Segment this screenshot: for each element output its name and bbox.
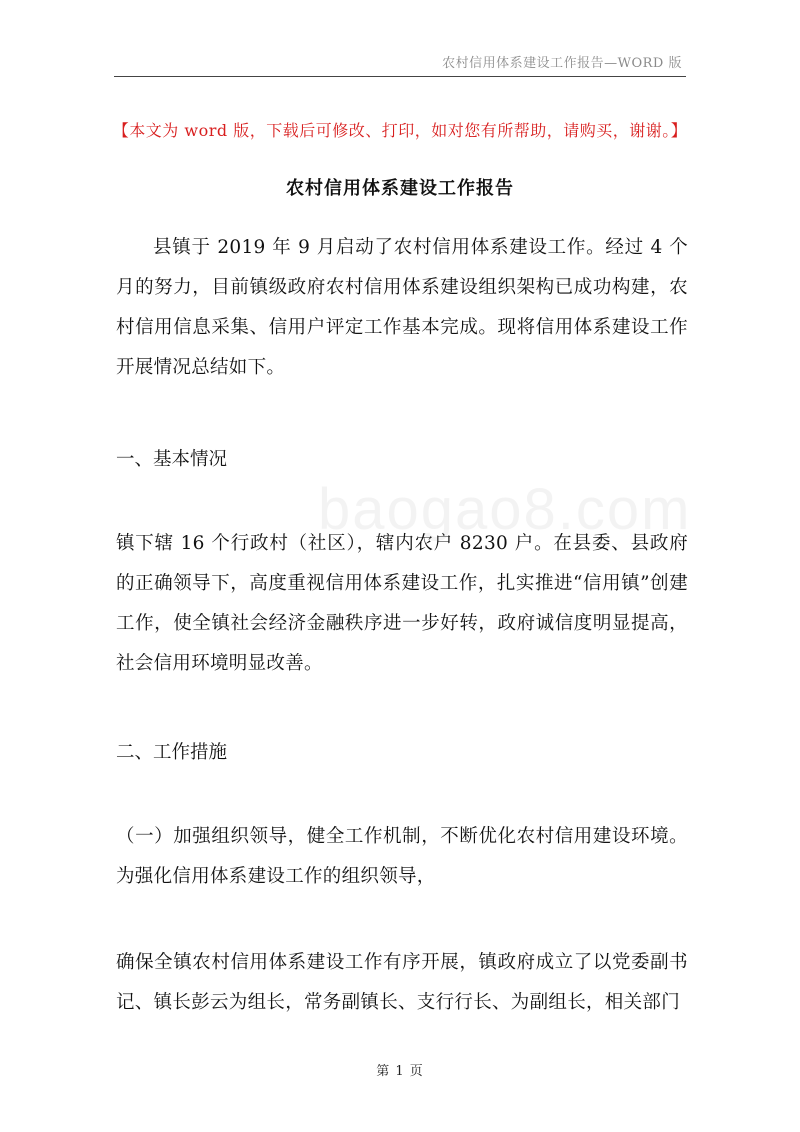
download-notice: 【本文为 word 版，下载后可修改、打印，如对您有所帮助，请购买，谢谢。】 <box>112 121 688 140</box>
section2-paragraph: 确保全镇农村信用体系建设工作有序开展，镇政府成立了以党委副书记、镇长彭云为组长，常务副镇长、支行行长、为副组长，相关部门 <box>116 952 688 1013</box>
running-header: 农村信用体系建设工作报告—WORD 版 <box>442 56 682 71</box>
page-number: 第 1 页 <box>376 1064 424 1079</box>
header-divider <box>114 76 686 77</box>
document-title: 农村信用体系建设工作报告 <box>286 178 514 199</box>
section-heading-measures: 二、工作措施 <box>116 742 228 763</box>
subsection1-paragraph: （一）加强组织领导，健全工作机制，不断优化农村信用建设环境。为强化信用体系建设工作的组织领导， <box>116 826 688 887</box>
intro-paragraph: 县镇于 2019 年 9 月启动了农村信用体系建设工作。经过 4 个月的努力，目前镇级政府农村信用体系建设组织架构已成功构建，农村信用信息采集、信用户评定工作基本完成。现将信用体系建设工作开展情况总结如下。 <box>116 237 688 378</box>
section-heading-basic: 一、基本情况 <box>116 449 228 470</box>
watermark: baogao8.com <box>318 477 692 542</box>
section1-paragraph: 镇下辖 16 个行政村（社区），辖内农户 8230 户。在县委、县政府的正确领导下，高度重视信用体系建设工作，扎实推进“信用镇”创建工作，使全镇社会经济金融秩序进一步好转，政府诚信度明显提高，社会信用环境明显改善。 <box>116 533 688 674</box>
